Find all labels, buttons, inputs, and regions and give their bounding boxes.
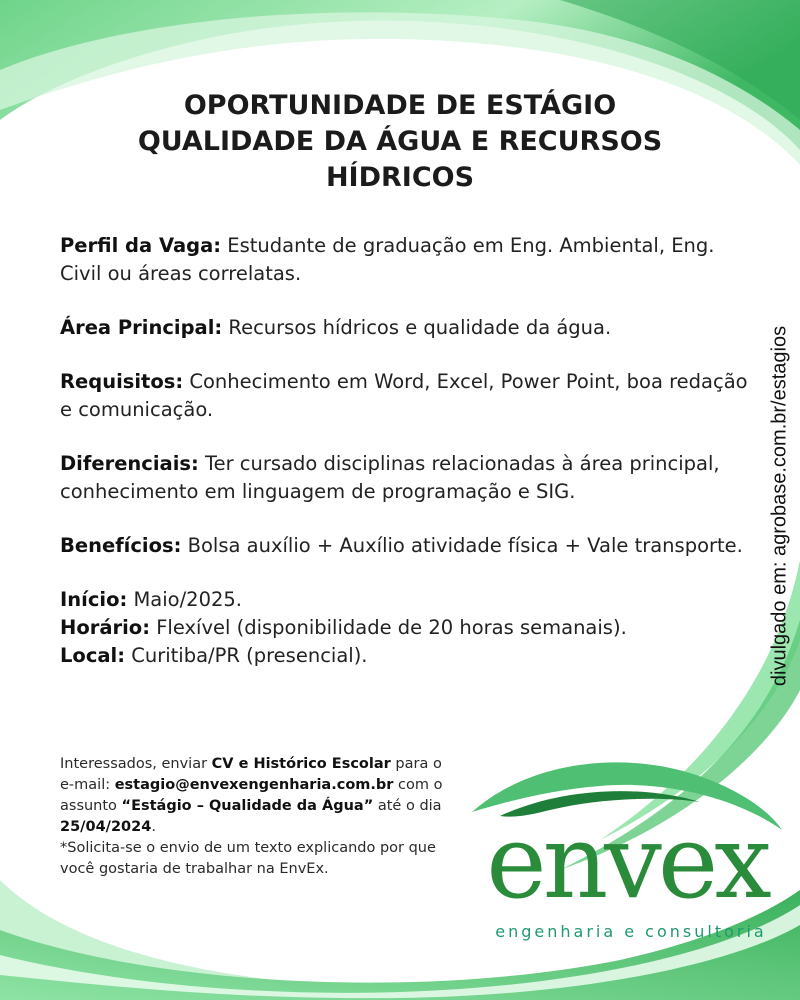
- inicio-line: [60, 586, 760, 614]
- contact-period: .: [151, 819, 156, 835]
- inicio-text: Maio/2025.: [127, 588, 242, 611]
- page-title: [100, 88, 700, 196]
- local-label: Local:: [60, 644, 126, 667]
- horario-label: Horário:: [60, 616, 150, 639]
- logo-subtitle: engenharia e consultoria: [495, 922, 767, 941]
- perfil-paragraph: [60, 232, 760, 288]
- contact-cv: CV e Histórico Escolar: [211, 756, 391, 772]
- perfil-text: Estudante de graduação em Eng. Ambiental, Eng. Civil ou áreas correlatas.: [60, 234, 715, 285]
- diferenciais-label: Diferenciais:: [60, 452, 199, 475]
- area-label: Área Principal:: [60, 316, 223, 339]
- local-text: Curitiba/PR (presencial).: [125, 644, 368, 667]
- requisitos-label: Requisitos:: [60, 370, 184, 393]
- inicio-label: Início:: [60, 588, 128, 611]
- beneficios-label: Benefícios:: [60, 534, 182, 557]
- contact-intro: Interessados, enviar: [60, 756, 212, 772]
- contact-ate: até o dia: [373, 798, 442, 814]
- contact-email: estagio@envexengenharia.com.br: [114, 777, 394, 793]
- contact-para: para o e-mail:: [60, 756, 442, 793]
- local-line: [60, 642, 760, 670]
- contact-date: 25/04/2024: [60, 819, 152, 835]
- diferenciais-text: Ter cursado disciplinas relacionadas à área principal, conhecimento em linguagem de programação e SIG.: [60, 452, 720, 503]
- horario-line: [60, 614, 760, 642]
- title-line-2: QUALIDADE DA ÁGUA E RECURSOS: [137, 126, 663, 157]
- schedule-block: [60, 586, 760, 670]
- perfil-label: Perfil da Vaga:: [60, 234, 222, 257]
- contact-note: *Solicita-se o envio de um texto explicando por que você gostaria de trabalhar na EnvEx.: [60, 840, 436, 877]
- requisitos-paragraph: [60, 368, 760, 424]
- side-credit: [765, 296, 795, 716]
- contact-com: com o assunto: [60, 777, 443, 814]
- area-text: Recursos hídricos e qualidade da água.: [222, 316, 612, 339]
- job-details: [60, 232, 760, 696]
- contact-instructions: [60, 754, 452, 880]
- side-credit-text: divulgado em: agrobase.com.br/estagios: [768, 325, 791, 687]
- title-line-1: OPORTUNIDADE DE ESTÁGIO: [183, 90, 617, 121]
- logo-wordmark: envex: [486, 803, 768, 922]
- contact-assunto: “Estágio – Qualidade da Água”: [121, 798, 374, 814]
- beneficios-paragraph: [60, 532, 760, 560]
- horario-text: Flexível (disponibilidade de 20 horas semanais).: [150, 616, 627, 639]
- requisitos-text: Conhecimento em Word, Excel, Power Point, boa redação e comunicação.: [60, 370, 748, 421]
- area-paragraph: [60, 314, 760, 342]
- title-line-3: HÍDRICOS: [325, 162, 475, 193]
- beneficios-text: Bolsa auxílio + Auxílio atividade física + Vale transporte.: [181, 534, 743, 557]
- diferenciais-paragraph: [60, 450, 760, 506]
